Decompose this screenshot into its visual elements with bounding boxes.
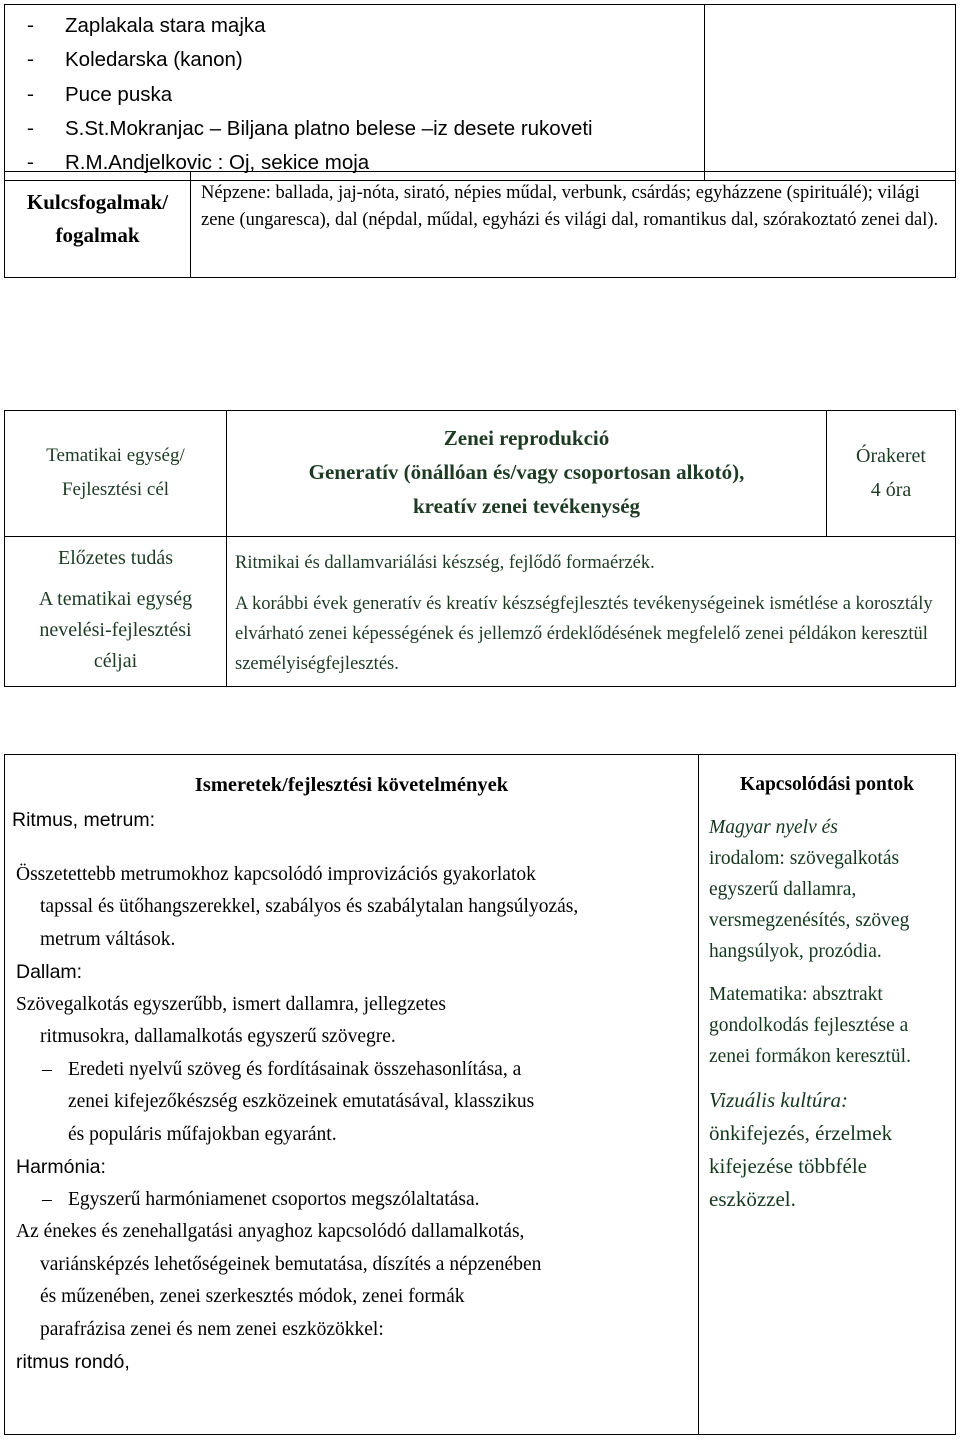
goals-text: A korábbi évek generatív és kreatív készségfejlesztés tevékenységeinek ismétlése a korosztály elvárható zenei képességének és jellemző érdeklődésének megfelelő zenei példákon keresztül személyiségfejlesztés. xyxy=(235,594,933,674)
unit-right-text xyxy=(227,537,956,687)
enekes-text: Az énekes és zenehallgatási anyaghoz kapcsolódó dallamalkotás, xyxy=(16,1221,525,1242)
unit-left-labels xyxy=(5,537,227,687)
hours-value: 4 óra xyxy=(870,479,912,501)
song-title: Koledarska (kanon) xyxy=(65,48,243,72)
dash-marker: – xyxy=(42,1188,52,1210)
connection-magyar xyxy=(709,812,945,967)
list-item xyxy=(27,9,704,43)
dash-text: és populáris műfajokban egyaránt. xyxy=(68,1123,337,1145)
requirements-cell xyxy=(5,755,699,1435)
title-line: Generatív (önállóan és/vagy csoportosan alkotó), xyxy=(308,460,745,484)
unit-label xyxy=(5,411,227,537)
connection-text: önkifejezés, érzelmek kifejezése többféle eszközzel. xyxy=(709,1121,893,1211)
requirements-table xyxy=(4,754,956,1435)
label-line: fogalmak xyxy=(55,223,140,247)
empty-cell xyxy=(705,5,956,181)
connection-title: Magyar nyelv és xyxy=(709,817,838,838)
dallam-text: ritmusokra, dallamalkotás egyszerű szövegre. xyxy=(40,1026,396,1047)
connections-cell xyxy=(699,755,956,1435)
song-title: Puce puska xyxy=(65,82,173,106)
connections-heading: Kapcsolódási pontok xyxy=(740,774,914,795)
list-item xyxy=(27,43,704,77)
songs-table xyxy=(4,4,956,181)
ritmus-rondo: ritmus rondó, xyxy=(16,1351,130,1373)
kulcsfogalmak-table xyxy=(4,171,956,278)
song-title: Zaplakala stara majka xyxy=(65,14,266,37)
dallam-text: Szövegalkotás egyszerűbb, ismert dallamra, jellegzetes xyxy=(16,993,446,1015)
song-title: R.M.Andjelkovic : Oj, sekice moja xyxy=(65,151,370,175)
connections-body xyxy=(699,800,955,1216)
label-line: Fejlesztési cél xyxy=(61,479,170,500)
goals-label-line: céljai xyxy=(93,650,138,672)
requirements-body xyxy=(5,800,698,1379)
title-line: kreatív zenei tevékenység xyxy=(412,494,641,518)
hours-cell xyxy=(827,411,956,537)
connection-title: Vizuális kultúra: xyxy=(709,1088,849,1112)
hours-label: Órakeret xyxy=(856,445,926,467)
prior-label: Előzetes tudás xyxy=(58,547,173,569)
ritmus-text: metrum váltások. xyxy=(40,928,176,950)
title-line: Zenei reprodukció xyxy=(443,426,610,450)
prior-text: Ritmikai és dallamvariálási készség, fejlődő formaérzék. xyxy=(235,553,655,573)
label-line: Kulcsfogalmak/ xyxy=(26,190,169,214)
list-item xyxy=(27,112,704,146)
connection-text: irodalom: szövegalkotás egyszerű dallamra, versmegzenésítés, szöveg hangsúlyok, prozódia. xyxy=(709,848,910,962)
ritmus-text: Összetettebb metrumokhoz kapcsolódó improvizációs gyakorlatok xyxy=(16,863,536,885)
enekes-text: parafrázisa zenei és nem zenei eszközökkel: xyxy=(40,1318,384,1340)
enekes-text: variánsképzés lehetőségeinek bemutatása, díszítés a népzenében xyxy=(40,1253,542,1275)
unit-table xyxy=(4,410,956,687)
requirements-heading: Ismeretek/fejlesztési követelmények xyxy=(194,774,509,796)
list-item xyxy=(27,78,704,112)
dallam-heading: Dallam: xyxy=(16,961,83,983)
kulcsfogalmak-label xyxy=(5,172,191,278)
song-title: S.St.Mokranjac – Biljana platno belese –iz desete rukoveti xyxy=(65,116,593,140)
label-line: Tematikai egység/ xyxy=(46,445,185,466)
songs-cell xyxy=(5,5,705,181)
goals-label-line: A tematikai egység xyxy=(38,588,193,610)
enekes-text: és műzenében, zenei szerkesztés módok, zenei formák xyxy=(40,1286,465,1307)
connection-vizualis xyxy=(709,1084,945,1216)
unit-title xyxy=(227,411,827,537)
songs-list xyxy=(5,5,704,180)
ritmus-text: tapssal és ütőhangszerekkel, szabályos és szabálytalan hangsúlyozás, xyxy=(40,896,579,917)
harmonia-dash-item xyxy=(22,1184,688,1217)
dallam-dash-item xyxy=(22,1054,688,1087)
harmonia-heading: Harmónia: xyxy=(16,1156,106,1178)
connection-text: gondolkodás fejlesztése a zenei formákon keresztül. xyxy=(709,1015,911,1067)
kulcsfogalmak-text: Népzene: ballada, jaj-nóta, sirató, népies műdal, verbunk, csárdás; egyházzene (spirituálé); világi zene (ungaresca), dal (népdal, műdal, egyházi és világi dal, romantikus dal, szórakoztató zenei dal). xyxy=(191,172,956,278)
connection-title: Matematika: absztrakt xyxy=(709,984,883,1005)
dash-text: zenei kifejezőkészség eszközeinek emutatásával, klasszikus xyxy=(68,1091,535,1112)
connection-matek xyxy=(709,979,945,1072)
dash-text: Egyszerű harmóniamenet csoportos megszólaltatása. xyxy=(68,1188,480,1210)
dash-marker: – xyxy=(42,1058,52,1080)
dash-text: Eredeti nyelvű szöveg és fordításainak összehasonlítása, a xyxy=(68,1058,522,1080)
ritmus-heading: Ritmus, metrum: xyxy=(12,809,156,831)
goals-label-line: nevelési-fejlesztési xyxy=(39,619,192,641)
